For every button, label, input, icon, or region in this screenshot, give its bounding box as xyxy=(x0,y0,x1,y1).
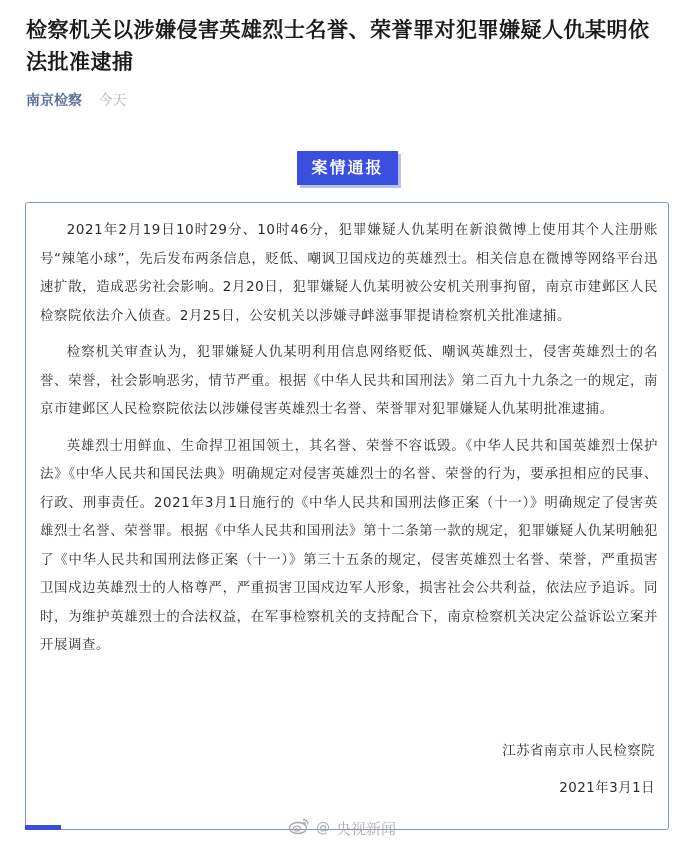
article-meta xyxy=(26,91,126,111)
source-account-link[interactable]: 南京检察 xyxy=(26,93,82,109)
case-report-tag: 案情通报 xyxy=(297,151,398,185)
issuer-signature: 江苏省南京市人民检察院 xyxy=(502,744,655,759)
publish-time: 今天 xyxy=(98,93,127,109)
watermark-at: @ xyxy=(316,820,330,836)
paragraph: 检察机关审查认为，犯罪嫌疑人仇某明利用信息网络贬低、嘲讽英雄烈士，侵害英雄烈士的名誉、荣誉，社会影响恶劣，情节严重。根据《中华人民共和国刑法》第二百九十九条之一的规定，南京市建邺区人民检察院依法以涉嫌侵害英雄烈士名誉、荣誉罪对犯罪嫌疑人仇某明批准逮捕。 xyxy=(40,345,658,417)
issue-date: 2021年3月1日 xyxy=(559,781,655,796)
article-title: 检察机关以涉嫌侵害英雄烈士名誉、荣誉罪对犯罪嫌疑人仇某明依法批准逮捕 xyxy=(26,18,650,74)
article-body xyxy=(40,217,658,669)
weibo-icon xyxy=(288,817,310,839)
watermark-text: 央视新闻 xyxy=(336,819,397,838)
paragraph: 2021年2月19日10时29分、10时46分，犯罪嫌疑人仇某明在新浪微博上使用其个人注册账号“辣笔小球”，先后发布两条信息，贬低、嘲讽卫国戍边的英雄烈士。相关信息在微博等网络平台迅速扩散，造成恶劣社会影响。2月20日，犯罪嫌疑人仇某明被公安机关刑事拘留，南京市建邺区人民检察院依法介入侦查。2月25日，公安机关以涉嫌寻衅滋事罪提请检察机关批准逮捕。 xyxy=(40,223,658,324)
frame-accent-bar xyxy=(25,825,61,830)
watermark xyxy=(288,816,396,840)
paragraph: 英雄烈士用鲜血、生命捍卫祖国领土，其名誉、荣誉不容诋毁。《中华人民共和国英雄烈士保护法》《中华人民共和国民法典》明确规定对侵害英雄烈士的名誉、荣誉的行为，要承担相应的民事、行政、刑事责任。2021年3月1日施行的《中华人民共和国刑法修正案（十一）》明确规定了侵害英雄烈士名誉、荣誉罪。根据《中华人民共和国刑法》第十二条第一款的规定，犯罪嫌疑人仇某明触犯了《中华人民共和国刑法修正案（十一）》第三十五条的规定，侵害英雄烈士名誉、荣誉，严重损害卫国戍边英雄烈士的人格尊严，严重损害卫国戍边军人形象，损害社会公共利益，依法应予追诉。同时，为维护英雄烈士的合法权益，在军事检察机关的支持配合下，南京检察机关决定公益诉讼立案并开展调查。 xyxy=(40,438,658,653)
